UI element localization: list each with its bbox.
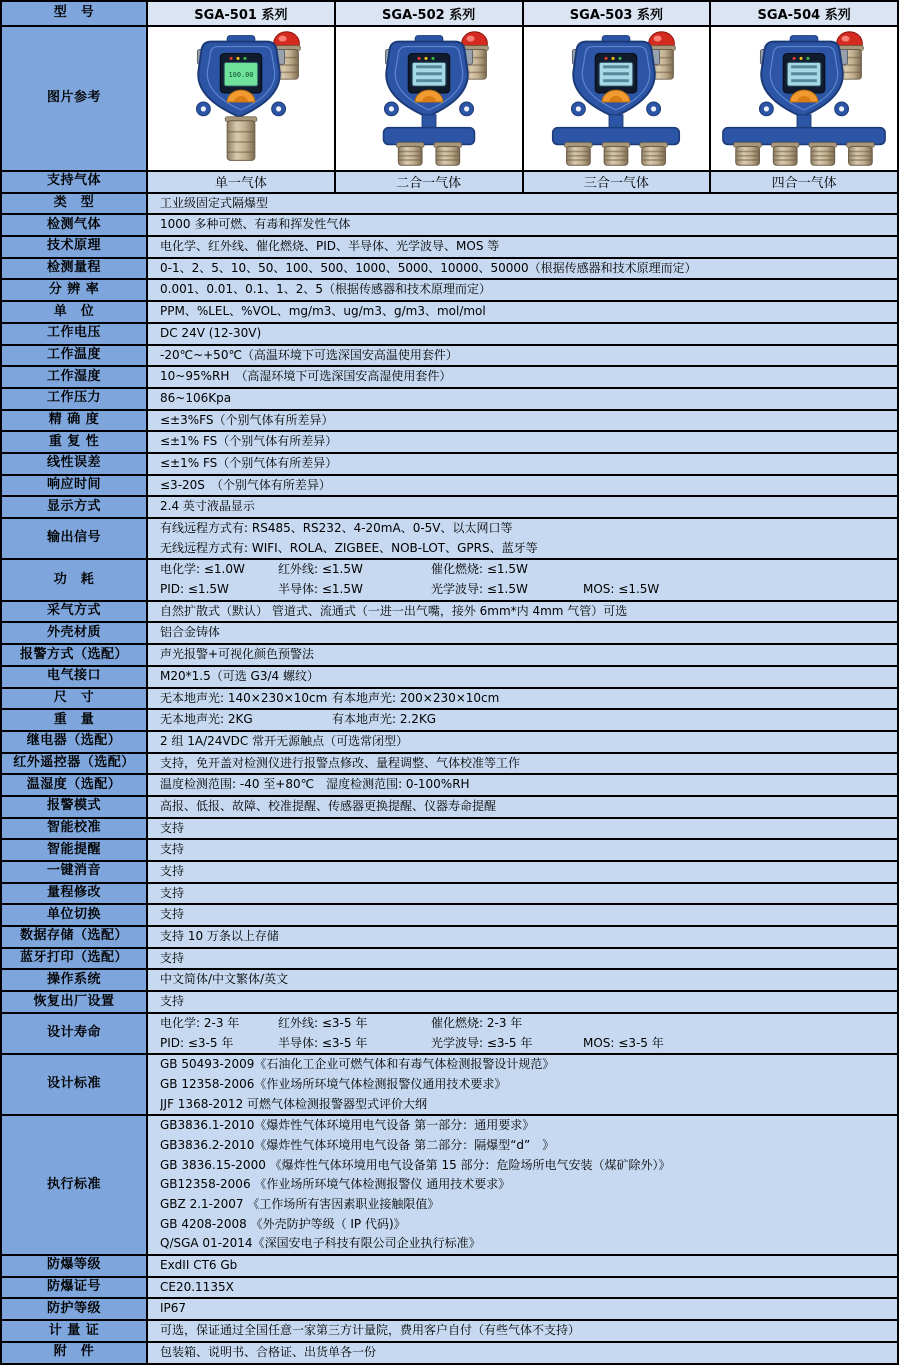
spec-value [148,970,897,990]
spec-value [148,1321,897,1341]
table-row [2,280,897,302]
spec-value-line: 可选，保证通过全国任意一家第三方计量院，费用客户自付（有些气体不支持） [160,1323,581,1338]
row-label: 防护等级 [2,1299,148,1319]
table-row [2,389,897,411]
row-label: 一键消音 [2,862,148,882]
spec-value-line: 中文简体/中文繁体/英文 [160,972,289,987]
spec-value [148,1299,897,1319]
spec-value [148,215,897,235]
table-row [2,194,897,216]
row-label: 计 量 证 [2,1321,148,1341]
row-label: 附 件 [2,1343,148,1363]
spec-value [148,710,897,730]
spec-value [148,237,897,257]
spec-value [148,775,897,795]
spec-value [148,324,897,344]
row-label: 温湿度（选配） [2,775,148,795]
table-row [2,560,897,601]
spec-value [148,389,897,409]
model-header: SGA-501 系列 [148,2,336,25]
table-row [2,775,897,797]
table-row [2,840,897,862]
spec-value-line: GB 3836.15-2000 《爆炸性气体环境用电气设备第 15 部分：危险场所电气安装（煤矿除外）》 [160,1157,671,1172]
table-row [2,819,897,841]
spec-value [148,411,897,431]
spec-value [148,602,897,622]
spec-value [148,754,897,774]
row-label: 操作系统 [2,970,148,990]
row-label: 重 复 性 [2,432,148,452]
spec-value [148,927,897,947]
row-label: 恢复出厂设置 [2,992,148,1012]
spec-value-line: 有线远程方式有: RS485、RS232、4-20mA、0-5V、以太网口等 [160,521,513,535]
gas-type: 二合一气体 [336,172,524,192]
spec-value-line: 支持 10 万条以上存储 [160,929,279,944]
spec-value [148,1014,897,1053]
table-row [2,346,897,368]
spec-value [148,819,897,839]
spec-value-line: GB12358-2006 《作业场所环境气体检测报警仪 通用技术要求》 [160,1177,511,1192]
spec-value-line: GB3836.1-2010《爆炸性气体环境用电气设备 第一部分：通用要求》 [160,1118,535,1133]
spec-value [148,949,897,969]
spec-value [148,497,897,517]
spec-value-line: 无线远程方式有: WIFI、ROLA、ZIGBEE、NOB-LOT、GPRS、蓝牙等 [160,540,538,555]
row-label-gas: 支持气体 [2,172,148,192]
spec-value-line: 铝合金铸体 [160,625,221,640]
spec-value-line: 支持，免开盖对检测仪进行报警点修改、量程调整、气体校准等工作 [160,755,521,770]
spec-value-line: 支持 [160,885,185,900]
gas-type: 四合一气体 [711,172,897,192]
spec-value [148,560,897,599]
table-row [2,2,897,27]
model-header: SGA-502 系列 [336,2,524,25]
spec-value [148,346,897,366]
table-row [2,519,897,560]
table-row [2,476,897,498]
gas-detector-illustration [711,27,897,170]
row-label: 响应时间 [2,476,148,496]
table-row [2,667,897,689]
spec-value-line: DC 24V (12-30V) [160,325,262,340]
table-row [2,215,897,237]
spec-value [148,905,897,925]
table-row [2,324,897,346]
row-label: 重 量 [2,710,148,730]
row-label: 单位切换 [2,905,148,925]
spec-value-line: CE20.1135X [160,1279,234,1294]
table-row [2,710,897,732]
gas-detector-illustration [336,27,522,170]
row-label: 精 确 度 [2,411,148,431]
table-row [2,1278,897,1300]
spec-value-line: PID: ≤3-5 年 半导体: ≤3-5 年 光学波导: ≤3-5 年 MOS: ≤3-5 年 [160,1035,664,1050]
table-row [2,797,897,819]
row-label: 执行标准 [2,1116,148,1254]
spec-value-line: ≤±1% FS（个别气体有所差异） [160,455,338,470]
spec-value [148,1116,897,1254]
spec-value-line: 1000 多种可燃、有毒和挥发性气体 [160,217,351,232]
spec-value-line: 电化学: 2-3 年 红外线: ≤3-5 年 催化燃烧: 2-3 年 [160,1015,523,1030]
table-row [2,432,897,454]
spec-value-line: Q/SGA 01-2014《深国安电子科技有限公司企业执行标准》 [160,1236,481,1251]
device-image [336,27,524,170]
spec-value-line: 无本地声光: 140×230×10cm 有本地声光: 200×230×10cm [160,690,500,705]
row-label: 工作电压 [2,324,148,344]
svg-text:100.00: 100.00 [228,70,254,79]
spec-value [148,1278,897,1298]
row-label: 技术原理 [2,237,148,257]
model-header: SGA-504 系列 [711,2,897,25]
table-row [2,884,897,906]
spec-value [148,259,897,279]
table-row [2,259,897,281]
spec-value [148,1256,897,1276]
spec-value-line: 支持 [160,842,185,857]
gas-detector-illustration [148,27,334,170]
row-label: 尺 寸 [2,689,148,709]
spec-value-line: 86~106Kpa [160,390,232,405]
table-row [2,623,897,645]
gas-type: 三合一气体 [524,172,712,192]
spec-value-line: 电化学、红外线、催化燃烧、PID、半导体、光学波导、MOS 等 [160,239,500,254]
table-row [2,1321,897,1343]
spec-value [148,689,897,709]
spec-value [148,623,897,643]
table-row [2,172,897,194]
table-row [2,411,897,433]
row-label: 防爆证号 [2,1278,148,1298]
spec-value-line: -20℃~+50℃（高温环境下可选深国安高温使用套件） [160,347,458,362]
row-label: 检测气体 [2,215,148,235]
row-label: 分 辨 率 [2,280,148,300]
spec-value-line: 自然扩散式（默认） 管道式、流通式（一进一出气嘴，接外 6mm*内 4mm 气管）可选 [160,603,628,618]
spec-value [148,667,897,687]
table-row [2,754,897,776]
row-label: 智能校准 [2,819,148,839]
row-label: 报警方式（选配） [2,645,148,665]
row-label: 检测量程 [2,259,148,279]
table-row [2,645,897,667]
spec-value-line: 温度检测范围: -40 至+80℃ 湿度检测范围: 0-100%RH [160,777,470,792]
spec-value-line: GB 4208-2008 《外壳防护等级（ IP 代码)》 [160,1216,406,1231]
spec-value-line: GB 12358-2006《作业场所环境气体检测报警仪通用技术要求》 [160,1076,507,1091]
table-row [2,905,897,927]
row-label: 功 耗 [2,560,148,599]
spec-value-line: 声光报警+可视化颜色预警法 [160,647,315,662]
row-label: 报警模式 [2,797,148,817]
spec-value [148,840,897,860]
spec-value-line: JJF 1368-2012 可燃气体检测报警器型式评价大纲 [160,1096,428,1111]
row-label: 采气方式 [2,602,148,622]
spec-value-line: 0.001、0.01、0.1、1、2、5（根据传感器和技术原理而定） [160,282,492,297]
row-label: 显示方式 [2,497,148,517]
table-row [2,497,897,519]
spec-value [148,367,897,387]
row-label: 工作湿度 [2,367,148,387]
spec-value-line: 支持 [160,950,185,965]
row-label: 红外遥控器（选配） [2,754,148,774]
spec-value-line: ≤3-20S （个别气体有所差异） [160,477,331,492]
table-row [2,862,897,884]
device-image [148,27,336,170]
row-label: 电气接口 [2,667,148,687]
table-row [2,1299,897,1321]
table-row [2,689,897,711]
table-row [2,1343,897,1363]
spec-value-line: 工业级固定式隔爆型 [160,195,269,210]
table-row [2,1256,897,1278]
spec-value [148,732,897,752]
row-label: 单 位 [2,302,148,322]
row-label: 线性误差 [2,454,148,474]
table-row [2,302,897,324]
spec-value [148,992,897,1012]
spec-value [148,884,897,904]
spec-value-line: 支持 [160,907,185,922]
spec-value [148,194,897,214]
spec-value-line: 支持 [160,820,185,835]
spec-value [148,1343,897,1363]
table-row [2,927,897,949]
spec-value-line: 2 组 1A/24VDC 常开无源触点（可选常闭型） [160,733,409,748]
spec-value-line: 包装箱、说明书、合格证、出货单各一份 [160,1344,377,1359]
spec-value-line: M20*1.5（可选 G3/4 螺纹） [160,668,319,683]
spec-value-line: 高报、低报、故障、校准提醒、传感器更换提醒、仪器寿命提醒 [160,798,497,813]
spec-value-line: 10~95%RH （高湿环境下可选深国安高湿使用套件） [160,369,452,384]
gas-detector-illustration [524,27,710,170]
spec-value [148,454,897,474]
spec-value [148,645,897,665]
row-label: 数据存储（选配） [2,927,148,947]
spec-value [148,1055,897,1114]
table-row [2,602,897,624]
gas-type: 单一气体 [148,172,336,192]
row-label-model: 型 号 [2,2,148,25]
spec-value-line: 支持 [160,864,185,878]
spec-value [148,797,897,817]
spec-value-line: ≤±3%FS（个别气体有所差异） [160,412,334,427]
spec-value-line: GB3836.2-2010《爆炸性气体环境用电气设备 第二部分：隔爆型“d” 》 [160,1137,555,1152]
row-label: 设计寿命 [2,1014,148,1053]
row-label: 输出信号 [2,519,148,558]
table-row [2,237,897,259]
table-row [2,732,897,754]
row-label: 继电器（选配） [2,732,148,752]
device-image [524,27,712,170]
row-label: 工作温度 [2,346,148,366]
spec-value [148,280,897,300]
spec-value-line: IP67 [160,1301,187,1316]
row-label: 防爆等级 [2,1256,148,1276]
table-row [2,27,897,172]
row-label: 智能提醒 [2,840,148,860]
table-row [2,1055,897,1116]
table-row [2,367,897,389]
spec-value-line: PPM、%LEL、%VOL、mg/m3、ug/m3、g/m3、mol/mol [160,304,486,319]
table-row [2,1116,897,1256]
table-row [2,992,897,1014]
row-label: 外壳材质 [2,623,148,643]
row-label: 蓝牙打印（选配） [2,949,148,969]
spec-value [148,476,897,496]
spec-value-line: 2.4 英寸液晶显示 [160,499,255,514]
spec-value-line: 0-1、2、5、10、50、100、500、1000、5000、10000、50000（根据传感器和技术原理而定） [160,260,697,275]
row-label: 工作压力 [2,389,148,409]
spec-value-line: PID: ≤1.5W 半导体: ≤1.5W 光学波导: ≤1.5W MOS: ≤1.5W [160,582,660,597]
spec-value [148,862,897,882]
row-label: 量程修改 [2,884,148,904]
table-row [2,949,897,971]
row-label-image: 图片参考 [2,27,148,170]
spec-value-line: GB 50493-2009《石油化工企业可燃气体和有毒气体检测报警设计规范》 [160,1057,555,1072]
row-label: 类 型 [2,194,148,214]
spec-value-line: ExdII CT6 Gb [160,1258,238,1273]
device-image [711,27,897,170]
spec-value-line: ≤±1% FS（个别气体有所差异） [160,434,338,449]
table-row [2,970,897,992]
row-label: 设计标准 [2,1055,148,1114]
spec-value-line: 无本地声光: 2KG 有本地声光: 2.2KG [160,712,437,727]
table-row [2,454,897,476]
spec-value-line: 支持 [160,994,185,1009]
spec-value [148,432,897,452]
spec-value [148,302,897,322]
spec-value [148,519,897,558]
spec-value-line: GBZ 2.1-2007 《工作场所有害因素职业接触限值》 [160,1197,440,1211]
model-header: SGA-503 系列 [524,2,712,25]
spec-value-line: 电化学: ≤1.0W 红外线: ≤1.5W 催化燃烧: ≤1.5W [160,562,528,577]
table-row [2,1014,897,1055]
